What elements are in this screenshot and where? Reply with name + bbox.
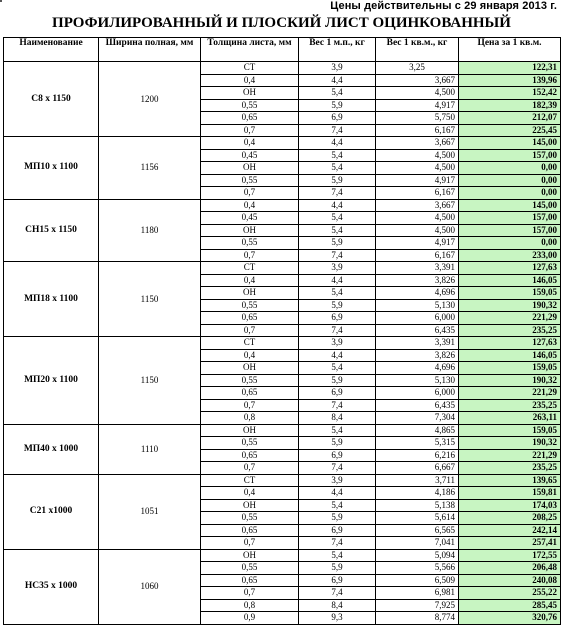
weight-sqm-cell: 5,614 (376, 512, 459, 525)
price-cell: 159,05 (459, 424, 561, 437)
weight-mp-cell: 7,4 (299, 587, 376, 600)
price-cell: 221,29 (459, 387, 561, 400)
price-cell: 235,25 (459, 462, 561, 475)
thickness-cell: 0,7 (201, 537, 299, 550)
weight-mp-cell: 7,4 (299, 249, 376, 262)
weight-sqm-cell: 4,696 (376, 287, 459, 300)
weight-sqm-cell: 5,315 (376, 437, 459, 450)
weight-sqm-cell: 4,917 (376, 174, 459, 187)
weight-sqm-cell: 4,917 (376, 99, 459, 112)
thickness-cell: 0,65 (201, 387, 299, 400)
table-row (4, 262, 561, 275)
weight-mp-cell: 5,9 (299, 437, 376, 450)
product-name: МП40 х 1000 (4, 424, 99, 474)
thickness-cell: ОН (201, 87, 299, 100)
weight-sqm-cell: 6,000 (376, 312, 459, 325)
product-name: МП10 х 1100 (4, 137, 99, 200)
product-name: СН15 х 1150 (4, 199, 99, 262)
thickness-cell: 0,55 (201, 512, 299, 525)
weight-mp-cell: 5,9 (299, 299, 376, 312)
weight-sqm-cell: 3,667 (376, 137, 459, 150)
thickness-cell: 0,55 (201, 374, 299, 387)
price-cell: 159,81 (459, 487, 561, 500)
weight-mp-cell: 5,4 (299, 149, 376, 162)
thickness-cell: 0,8 (201, 412, 299, 425)
product-width: 1150 (99, 337, 201, 425)
price-cell: 257,41 (459, 537, 561, 550)
product-width: 1060 (99, 549, 201, 624)
price-cell: 0,00 (459, 174, 561, 187)
price-cell: 320,76 (459, 612, 561, 625)
weight-mp-cell: 8,4 (299, 599, 376, 612)
header-price: Цена за 1 кв.м. (459, 38, 561, 62)
weight-sqm-cell: 6,167 (376, 124, 459, 137)
product-width: 1200 (99, 62, 201, 137)
thickness-cell: ОН (201, 224, 299, 237)
weight-mp-cell: 4,4 (299, 74, 376, 87)
product-width: 1051 (99, 474, 201, 549)
price-cell: 122,31 (459, 62, 561, 75)
price-cell: 159,05 (459, 362, 561, 375)
price-cell: 157,00 (459, 149, 561, 162)
weight-mp-cell: 8,4 (299, 412, 376, 425)
header-width: Ширина полная, мм (99, 38, 201, 62)
weight-sqm-cell: 7,925 (376, 599, 459, 612)
thickness-cell: СТ (201, 262, 299, 275)
weight-sqm-cell: 3,711 (376, 474, 459, 487)
price-cell: 139,65 (459, 474, 561, 487)
weight-sqm-cell: 6,000 (376, 387, 459, 400)
price-cell: 190,32 (459, 299, 561, 312)
weight-sqm-cell: 5,094 (376, 549, 459, 562)
weight-sqm-cell: 4,865 (376, 424, 459, 437)
weight-sqm-cell: 6,167 (376, 187, 459, 200)
weight-mp-cell: 5,9 (299, 174, 376, 187)
thickness-cell: 0,65 (201, 112, 299, 125)
weight-mp-cell: 3,9 (299, 62, 376, 75)
thickness-cell: 0,4 (201, 349, 299, 362)
weight-mp-cell: 5,4 (299, 499, 376, 512)
product-width: 1110 (99, 424, 201, 474)
table-row (4, 137, 561, 150)
weight-mp-cell: 7,4 (299, 462, 376, 475)
weight-mp-cell: 5,4 (299, 549, 376, 562)
weight-mp-cell: 5,4 (299, 212, 376, 225)
price-cell: 127,63 (459, 337, 561, 350)
thickness-cell: 0,55 (201, 174, 299, 187)
weight-mp-cell: 5,4 (299, 287, 376, 300)
price-cell: 206,48 (459, 562, 561, 575)
weight-mp-cell: 6,9 (299, 574, 376, 587)
price-cell: 240,08 (459, 574, 561, 587)
weight-sqm-cell: 6,435 (376, 324, 459, 337)
weight-sqm-cell: 3,391 (376, 262, 459, 275)
weight-sqm-cell: 5,750 (376, 112, 459, 125)
price-cell: 159,05 (459, 287, 561, 300)
price-cell: 157,00 (459, 224, 561, 237)
price-cell: 255,22 (459, 587, 561, 600)
price-cell: 221,29 (459, 449, 561, 462)
table-row (4, 549, 561, 562)
weight-mp-cell: 6,9 (299, 387, 376, 400)
weight-mp-cell: 5,4 (299, 424, 376, 437)
weight-mp-cell: 5,4 (299, 162, 376, 175)
weight-sqm-cell: 5,130 (376, 374, 459, 387)
price-cell: 190,32 (459, 374, 561, 387)
weight-mp-cell: 7,4 (299, 124, 376, 137)
product-name: НС35 х 1000 (4, 549, 99, 624)
thickness-cell: 0,55 (201, 437, 299, 450)
thickness-cell: ОН (201, 287, 299, 300)
thickness-cell: 0,45 (201, 212, 299, 225)
weight-mp-cell: 3,9 (299, 337, 376, 350)
price-cell: 146,05 (459, 274, 561, 287)
thickness-cell: 0,7 (201, 249, 299, 262)
price-cell: 182,39 (459, 99, 561, 112)
weight-sqm-cell: 6,435 (376, 399, 459, 412)
weight-mp-cell: 5,9 (299, 374, 376, 387)
weight-mp-cell: 5,9 (299, 99, 376, 112)
thickness-cell: 0,7 (201, 324, 299, 337)
weight-sqm-cell: 5,130 (376, 299, 459, 312)
weight-sqm-cell: 4,696 (376, 362, 459, 375)
thickness-cell: 0,55 (201, 562, 299, 575)
price-cell: 146,05 (459, 349, 561, 362)
thickness-cell: 0,4 (201, 487, 299, 500)
price-table (3, 37, 561, 625)
weight-mp-cell: 3,9 (299, 262, 376, 275)
header-weight-sqm: Вес 1 кв.м., кг (376, 38, 459, 62)
price-cell: 0,00 (459, 237, 561, 250)
weight-sqm-cell: 3,667 (376, 199, 459, 212)
price-cell: 127,63 (459, 262, 561, 275)
thickness-cell: 0,45 (201, 149, 299, 162)
weight-mp-cell: 5,9 (299, 512, 376, 525)
weight-mp-cell: 5,9 (299, 562, 376, 575)
page-title: ПРОФИЛИРОВАННЫЙ И ПЛОСКИЙ ЛИСТ ОЦИНКОВАННЫЙ (52, 15, 511, 31)
weight-mp-cell: 6,9 (299, 312, 376, 325)
price-cell: 190,32 (459, 437, 561, 450)
weight-sqm-cell: 8,774 (376, 612, 459, 625)
thickness-cell: 0,7 (201, 587, 299, 600)
product-width: 1156 (99, 137, 201, 200)
weight-sqm-cell: 6,667 (376, 462, 459, 475)
thickness-cell: 0,65 (201, 574, 299, 587)
thickness-cell: 0,7 (201, 462, 299, 475)
weight-sqm-cell: 6,509 (376, 574, 459, 587)
weight-mp-cell: 4,4 (299, 199, 376, 212)
thickness-cell: 0,65 (201, 312, 299, 325)
price-cell: 208,25 (459, 512, 561, 525)
price-cell: 145,00 (459, 137, 561, 150)
weight-sqm-cell: 4,500 (376, 162, 459, 175)
weight-sqm-cell: 3,667 (376, 74, 459, 87)
thickness-cell: 0,55 (201, 299, 299, 312)
validity-date: Цены действительны с 29 января 2013 г. (330, 0, 557, 12)
weight-sqm-cell: 6,216 (376, 449, 459, 462)
thickness-cell: 0,65 (201, 524, 299, 537)
weight-mp-cell: 4,4 (299, 349, 376, 362)
product-name: МП20 х 1100 (4, 337, 99, 425)
table-row (4, 62, 561, 75)
thickness-cell: 0,65 (201, 449, 299, 462)
thickness-cell: 0,55 (201, 237, 299, 250)
weight-mp-cell: 6,9 (299, 112, 376, 125)
thickness-cell: 0,4 (201, 74, 299, 87)
weight-sqm-cell: 3,826 (376, 349, 459, 362)
header-thickness: Толщина листа, мм (201, 38, 299, 62)
thickness-cell: 0,9 (201, 612, 299, 625)
price-cell: 263,11 (459, 412, 561, 425)
thickness-cell: ОН (201, 162, 299, 175)
thickness-cell: СТ (201, 337, 299, 350)
product-width: 1180 (99, 199, 201, 262)
product-name: С21 х1000 (4, 474, 99, 549)
weight-mp-cell: 7,4 (299, 187, 376, 200)
price-cell: 152,42 (459, 87, 561, 100)
thickness-cell: 0,55 (201, 99, 299, 112)
price-cell: 221,29 (459, 312, 561, 325)
price-cell: 172,55 (459, 549, 561, 562)
product-name: МП18 х 1100 (4, 262, 99, 337)
table-row (4, 199, 561, 212)
price-cell: 157,00 (459, 212, 561, 225)
weight-sqm-cell: 4,500 (376, 87, 459, 100)
weight-sqm-cell: 4,500 (376, 149, 459, 162)
weight-sqm-cell: 3,391 (376, 337, 459, 350)
weight-sqm-cell: 4,500 (376, 212, 459, 225)
weight-mp-cell: 5,4 (299, 224, 376, 237)
weight-sqm-cell: 6,565 (376, 524, 459, 537)
weight-sqm-cell: 4,186 (376, 487, 459, 500)
weight-mp-cell: 7,4 (299, 324, 376, 337)
price-cell: 139,96 (459, 74, 561, 87)
price-cell: 212,07 (459, 112, 561, 125)
thickness-cell: СТ (201, 62, 299, 75)
table-row (4, 337, 561, 350)
weight-mp-cell: 5,9 (299, 237, 376, 250)
weight-sqm-cell: 6,981 (376, 587, 459, 600)
product-name: С8 х 1150 (4, 62, 99, 137)
price-table-body (4, 62, 561, 625)
weight-mp-cell: 6,9 (299, 449, 376, 462)
weight-mp-cell: 9,3 (299, 612, 376, 625)
weight-mp-cell: 7,4 (299, 399, 376, 412)
thickness-cell: 0,8 (201, 599, 299, 612)
weight-mp-cell: 5,4 (299, 87, 376, 100)
weight-sqm-cell: 3,826 (376, 274, 459, 287)
thickness-cell: 0,4 (201, 274, 299, 287)
thickness-cell: ОН (201, 499, 299, 512)
weight-mp-cell: 3,9 (299, 474, 376, 487)
thickness-cell: 0,4 (201, 199, 299, 212)
thickness-cell: 0,7 (201, 399, 299, 412)
price-cell: 145,00 (459, 199, 561, 212)
thickness-cell: 0,7 (201, 124, 299, 137)
price-cell: 285,45 (459, 599, 561, 612)
thickness-cell: 0,7 (201, 187, 299, 200)
weight-sqm-cell: 4,917 (376, 237, 459, 250)
price-cell: 233,00 (459, 249, 561, 262)
weight-sqm-cell: 5,566 (376, 562, 459, 575)
thickness-cell: 0,4 (201, 137, 299, 150)
weight-sqm-cell: 4,500 (376, 224, 459, 237)
price-cell: 0,00 (459, 162, 561, 175)
price-cell: 242,14 (459, 524, 561, 537)
weight-mp-cell: 4,4 (299, 487, 376, 500)
weight-sqm-cell: 7,041 (376, 537, 459, 550)
price-cell: 0,00 (459, 187, 561, 200)
thickness-cell: СТ (201, 474, 299, 487)
table-row (4, 424, 561, 437)
weight-sqm-cell: 6,167 (376, 249, 459, 262)
weight-mp-cell: 5,4 (299, 362, 376, 375)
weight-mp-cell: 4,4 (299, 137, 376, 150)
product-width: 1150 (99, 262, 201, 337)
price-cell: 235,25 (459, 324, 561, 337)
price-cell: 225,45 (459, 124, 561, 137)
header-name: Наименование (4, 38, 99, 62)
thickness-cell: ОН (201, 362, 299, 375)
header-weight-mp: Вес 1 м.п., кг (299, 38, 376, 62)
header-row (4, 38, 561, 62)
weight-mp-cell: 4,4 (299, 274, 376, 287)
thickness-cell: ОН (201, 549, 299, 562)
weight-sqm-cell: 3,25 (376, 62, 459, 75)
corner-mark (0, 0, 2, 2)
weight-mp-cell: 6,9 (299, 524, 376, 537)
table-row (4, 474, 561, 487)
weight-mp-cell: 7,4 (299, 537, 376, 550)
weight-sqm-cell: 5,138 (376, 499, 459, 512)
price-cell: 235,25 (459, 399, 561, 412)
price-cell: 174,03 (459, 499, 561, 512)
thickness-cell: ОН (201, 424, 299, 437)
weight-sqm-cell: 7,304 (376, 412, 459, 425)
